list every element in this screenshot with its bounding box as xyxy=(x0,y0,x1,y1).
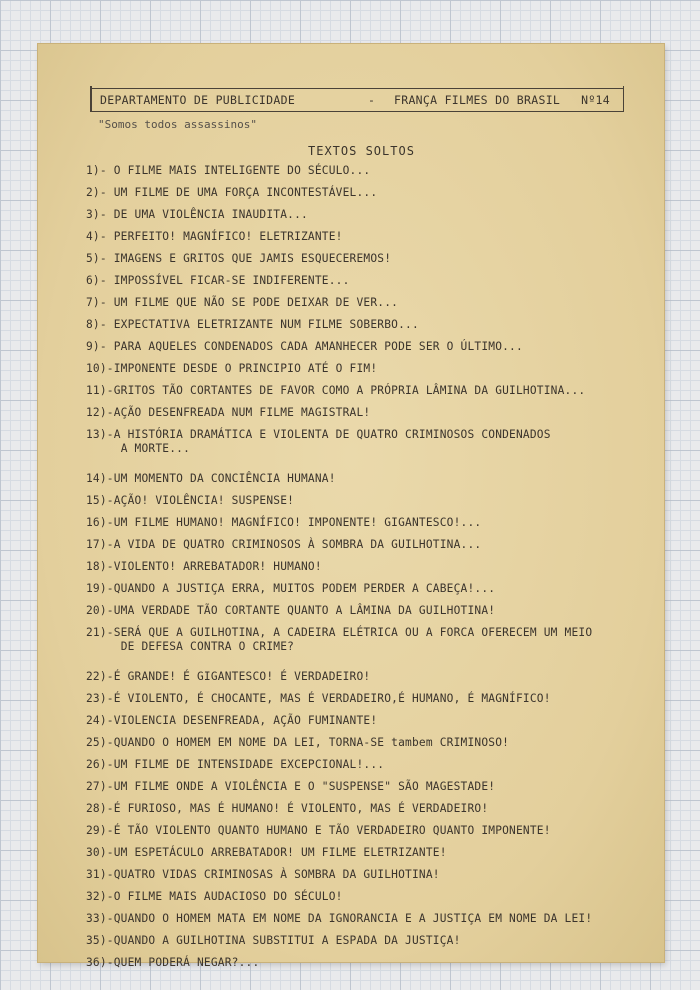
department-name: DEPARTAMENTO DE PUBLICIDADE xyxy=(100,93,296,107)
slogan-item: 16)-UM FILME HUMANO! MAGNÍFICO! IMPONENTE! GIGANTESCO!... xyxy=(86,516,482,529)
header-separator: - xyxy=(368,93,376,107)
letterhead-right-tick xyxy=(623,86,625,112)
slogan-item: 19)-QUANDO A JUSTIÇA ERRA, MUITOS PODEM PERDER A CABEÇA!... xyxy=(86,582,496,595)
slogan-item: 11)-GRITOS TÃO CORTANTES DE FAVOR COMO A PRÓPRIA LÂMINA DA GUILHOTINA... xyxy=(86,384,586,397)
typewritten-page xyxy=(38,44,664,969)
slogan-item: 20)-UMA VERDADE TÃO CORTANTE QUANTO A LÂMINA DA GUILHOTINA! xyxy=(86,604,496,617)
slogan-item: 29)-É TÃO VIOLENTO QUANTO HUMANO E TÃO VERDADEIRO QUANTO IMPONENTE! xyxy=(86,824,551,837)
slogan-item: 2)- UM FILME DE UMA FORÇA INCONTESTÁVEL... xyxy=(86,186,378,199)
slogan-item: 3)- DE UMA VIOLÊNCIA INAUDITA... xyxy=(86,208,308,221)
letterhead-bar xyxy=(90,88,624,112)
slogan-item: 26)-UM FILME DE INTENSIDADE EXCEPCIONAL!... xyxy=(86,758,385,771)
slogan-item: 14)-UM MOMENTO DA CONCIÊNCIA HUMANA! xyxy=(86,472,336,485)
slogan-item: 35)-QUANDO A GUILHOTINA SUBSTITUI A ESPADA DA JUSTIÇA! xyxy=(86,934,461,947)
slogan-item: 13)-A HISTÓRIA DRAMÁTICA E VIOLENTA DE QUATRO CRIMINOSOS CONDENADOS A MORTE... xyxy=(86,428,551,455)
film-title: "Somos todos assassinos" xyxy=(98,118,257,131)
slogan-item: 10)-IMPONENTE DESDE O PRINCIPIO ATÉ O FIM! xyxy=(86,362,378,375)
slogan-item: 5)- IMAGENS E GRITOS QUE JAMIS ESQUECEREMOS! xyxy=(86,252,392,265)
slogan-item: 27)-UM FILME ONDE A VIOLÊNCIA E O "SUSPENSE" SÃO MAGESTADE! xyxy=(86,780,496,793)
company-name: FRANÇA FILMES DO BRASIL xyxy=(394,93,561,107)
slogan-item: 1)- O FILME MAIS INTELIGENTE DO SÉCULO... xyxy=(86,164,371,177)
slogan-item: 17)-A VIDA DE QUATRO CRIMINOSOS À SOMBRA DA GUILHOTINA... xyxy=(86,538,482,551)
slogan-item: 7)- UM FILME QUE NÃO SE PODE DEIXAR DE VER... xyxy=(86,296,399,309)
slogan-item: 24)-VIOLENCIA DESENFREADA, AÇÃO FUMINANTE! xyxy=(86,714,378,727)
slogan-item: 36)-QUEM PODERÁ NEGAR?... xyxy=(86,956,260,969)
slogan-item: 21)-SERÁ QUE A GUILHOTINA, A CADEIRA ELÉTRICA OU A FORCA OFERECEM UM MEIO DE DEFESA CONTRA O CRIME? xyxy=(86,626,593,653)
slogan-item: 31)-QUATRO VIDAS CRIMINOSAS À SOMBRA DA GUILHOTINA! xyxy=(86,868,440,881)
slogan-item: 33)-QUANDO O HOMEM MATA EM NOME DA IGNORANCIA E A JUSTIÇA EM NOME DA LEI! xyxy=(86,912,593,925)
letterhead-left-tick xyxy=(90,86,92,112)
document-number: Nº14 xyxy=(581,93,610,107)
slogan-item: 30)-UM ESPETÁCULO ARREBATADOR! UM FILME ELETRIZANTE! xyxy=(86,846,447,859)
slogan-item: 12)-AÇÃO DESENFREADA NUM FILME MAGISTRAL! xyxy=(86,406,371,419)
slogan-item: 9)- PARA AQUELES CONDENADOS CADA AMANHECER PODE SER O ÚLTIMO... xyxy=(86,340,523,353)
slogan-item: 8)- EXPECTATIVA ELETRIZANTE NUM FILME SOBERBO... xyxy=(86,318,419,331)
page-title: TEXTOS SOLTOS xyxy=(308,144,415,158)
slogan-item: 15)-AÇÃO! VIOLÊNCIA! SUSPENSE! xyxy=(86,494,295,507)
slogan-item: 4)- PERFEITO! MAGNÍFICO! ELETRIZANTE! xyxy=(86,230,343,243)
slogan-item: 23)-É VIOLENTO, É CHOCANTE, MAS É VERDADEIRO,É HUMANO, É MAGNÍFICO! xyxy=(86,692,551,705)
slogan-item: 18)-VIOLENTO! ARREBATADOR! HUMANO! xyxy=(86,560,322,573)
slogan-item: 32)-O FILME MAIS AUDACIOSO DO SÉCULO! xyxy=(86,890,343,903)
slogan-item: 25)-QUANDO O HOMEM EM NOME DA LEI, TORNA-SE tambem CRIMINOSO! xyxy=(86,736,510,749)
slogan-item: 22)-É GRANDE! É GIGANTESCO! É VERDADEIRO! xyxy=(86,670,371,683)
slogan-item: 28)-É FURIOSO, MAS É HUMANO! É VIOLENTO, MAS É VERDADEIRO! xyxy=(86,802,489,815)
slogan-item: 6)- IMPOSSÍVEL FICAR-SE INDIFERENTE... xyxy=(86,274,350,287)
